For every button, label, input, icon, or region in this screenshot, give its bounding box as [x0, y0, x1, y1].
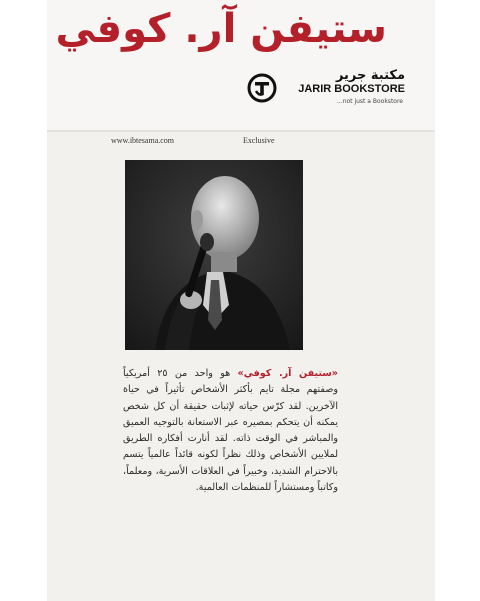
publisher-name-arabic: مكتبة جرير	[335, 68, 405, 83]
page-header	[105, 136, 335, 148]
author-bio	[123, 366, 338, 496]
author-photo	[125, 160, 303, 350]
exclusive-label: Exclusive	[243, 136, 275, 145]
author-portrait-image	[125, 160, 303, 350]
jarir-logo-icon	[247, 73, 277, 103]
cover-band	[47, 0, 435, 130]
author-name-highlight: «ستيفن آر. كوفي»	[237, 368, 339, 379]
bio-paragraph: هو واحد من ٢٥ أمريكياً وصفتهم مجلة تايم بأكثر الأشخاص تأثيراً في حياة الآخرين. لقد كرّس حياته لإثبات حقيقة أن كل شخص يمكنه أن يتحكم بمصيره عبر الاستعانة بالتوجيه العميق والمباشر في الوقت ذاته. لقد أنارت أفكاره الطريق لملايين الأشخاص وذلك نظراً لكونه قائداً عالمياً يتسم بالاحترام الشديد، وخبيراً في العلاقات الأسرية، ومعلماً، وكاتباً ومستشاراً للمنظمات العالمية.	[123, 368, 338, 494]
author-title: ستيفن آر. كوفي	[55, 6, 387, 52]
publisher-tagline: ...not just a Bookstore	[336, 98, 403, 105]
publisher-logo-block	[247, 68, 407, 112]
divider	[47, 130, 435, 132]
publisher-name-english: JARIR BOOKSTORE	[298, 83, 405, 95]
website-link[interactable]: www.ibtesama.com	[111, 136, 175, 145]
